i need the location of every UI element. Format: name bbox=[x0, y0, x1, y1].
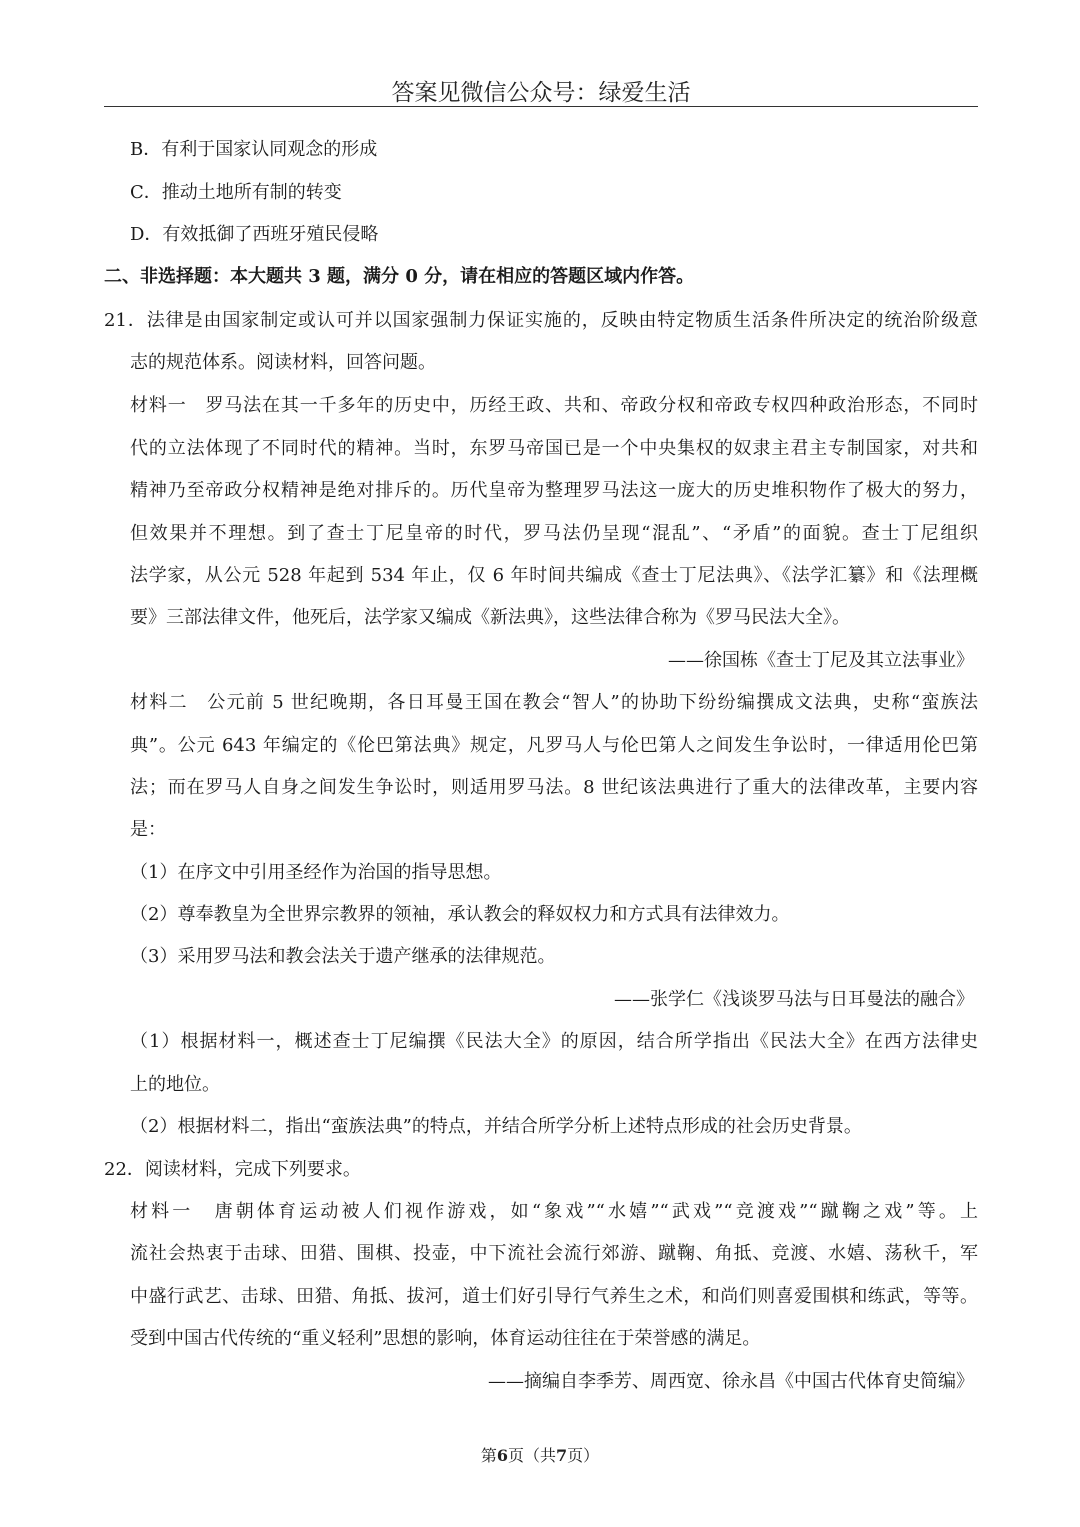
q22-material1-line: 流社会热衷于击球、田猎、围棋、投壶，中下流社会流行郊游、蹴鞠、角抵、竞渡、水嬉、荡秋千，军 bbox=[130, 1243, 978, 1264]
option-d: D．有效抵御了西班牙殖民侵略 bbox=[130, 224, 379, 245]
q21-material1-line: 材料一 罗马法在其一千多年的历史中，历经王政、共和、帝政分权和帝政专权四种政治形态，不同时 bbox=[130, 395, 978, 416]
q21-source2: ——张学仁《浅谈罗马法与日耳曼法的融合》 bbox=[614, 989, 974, 1010]
q21-point: （1）在序文中引用圣经作为治国的指导思想。 bbox=[130, 862, 502, 883]
q22-material1-line: 材料一 唐朝体育运动被人们视作游戏，如“象戏”“水嬉”“武戏”“竞渡戏”“蹴鞠之戏”等。上 bbox=[130, 1201, 978, 1222]
q21-material1-line: 法学家，从公元 528 年起到 534 年止，仅 6 年时间共编成《查士丁尼法典》、《法学汇纂》和《法理概 bbox=[130, 565, 978, 586]
option-b: B．有利于国家认同观念的形成 bbox=[130, 139, 378, 160]
q21-material2-line: 材料二 公元前 5 世纪晚期，各日耳曼王国在教会“智人”的协助下纷纷编撰成文法典，史称“蛮族法 bbox=[130, 692, 978, 713]
footer-suffix: 页） bbox=[567, 1446, 600, 1465]
footer-mid: 页（共 bbox=[507, 1446, 556, 1465]
q21-material2-line: 是： bbox=[130, 819, 166, 840]
q21-material1-line: 但效果并不理想。到了查士丁尼皇帝的时代，罗马法仍呈现“混乱”、“矛盾”的面貌。查士丁尼组织 bbox=[130, 523, 978, 544]
section-title: 二、非选择题：本大题共 3 题，满分 0 分，请在相应的答题区域内作答。 bbox=[104, 266, 695, 287]
q22-material1-line: 中盛行武艺、击球、田猎、角抵、拔河，道士们好引导行气养生之术，和尚们则喜爱围棋和练武，等等。 bbox=[130, 1286, 978, 1307]
q21-material2-line: 法；而在罗马人自身之间发生争讼时，则适用罗马法。8 世纪该法典进行了重大的法律改革，主要内容 bbox=[130, 777, 978, 798]
q21-material1-line: 要》三部法律文件，他死后，法学家又编成《新法典》，这些法律合称为《罗马民法大全》。 bbox=[130, 607, 850, 628]
option-c: C．推动土地所有制的转变 bbox=[130, 182, 342, 203]
footer-total-pages: 7 bbox=[556, 1446, 568, 1465]
footer-prefix: 第 bbox=[480, 1446, 497, 1465]
q21-stem-line: 志的规范体系。阅读材料，回答问题。 bbox=[130, 352, 436, 373]
q21-question-line: 上的地位。 bbox=[130, 1074, 220, 1095]
q21-stem-line: 21．法律是由国家制定或认可并以国家强制力保证实施的，反映由特定物质生活条件所决定的统治阶级意 bbox=[104, 310, 978, 331]
q21-material2-line: 典”。公元 643 年编定的《伦巴第法典》规定，凡罗马人与伦巴第人之间发生争讼时，一律适用伦巴第 bbox=[130, 735, 978, 756]
q21-point: （2）尊奉教皇为全世界宗教界的领袖，承认教会的释奴权力和方式具有法律效力。 bbox=[130, 904, 790, 925]
q22-source1: ——摘编自李季芳、周西宽、徐永昌《中国古代体育史简编》 bbox=[488, 1371, 974, 1392]
q21-material1-line: 代的立法体现了不同时代的精神。当时，东罗马帝国已是一个中央集权的奴隶主君主专制国家，对共和 bbox=[130, 438, 978, 459]
q21-material1-line: 精神乃至帝政分权精神是绝对排斥的。历代皇帝为整理罗马法这一庞大的历史堆积物作了极大的努力， bbox=[130, 480, 978, 501]
q21-point: （3）采用罗马法和教会法关于遗产继承的法律规范。 bbox=[130, 946, 556, 967]
header-divider bbox=[104, 106, 978, 107]
q22-material1-line: 受到中国古代传统的“重义轻利”思想的影响，体育运动往往在于荣誉感的满足。 bbox=[130, 1328, 761, 1349]
footer-page-number: 6 bbox=[496, 1446, 508, 1465]
q21-source1: ——徐国栋《查士丁尼及其立法事业》 bbox=[668, 650, 974, 671]
page-header: 答案见微信公众号：绿爱生活 bbox=[391, 80, 691, 106]
page-footer bbox=[0, 1443, 1080, 1466]
q21-question-line: （2）根据材料二，指出“蛮族法典”的特点，并结合所学分析上述特点形成的社会历史背景。 bbox=[130, 1116, 862, 1137]
q21-question-line: （1）根据材料一，概述查士丁尼编撰《民法大全》的原因，结合所学指出《民法大全》在西方法律史 bbox=[130, 1031, 978, 1052]
q22-stem: 22．阅读材料，完成下列要求。 bbox=[104, 1159, 361, 1180]
